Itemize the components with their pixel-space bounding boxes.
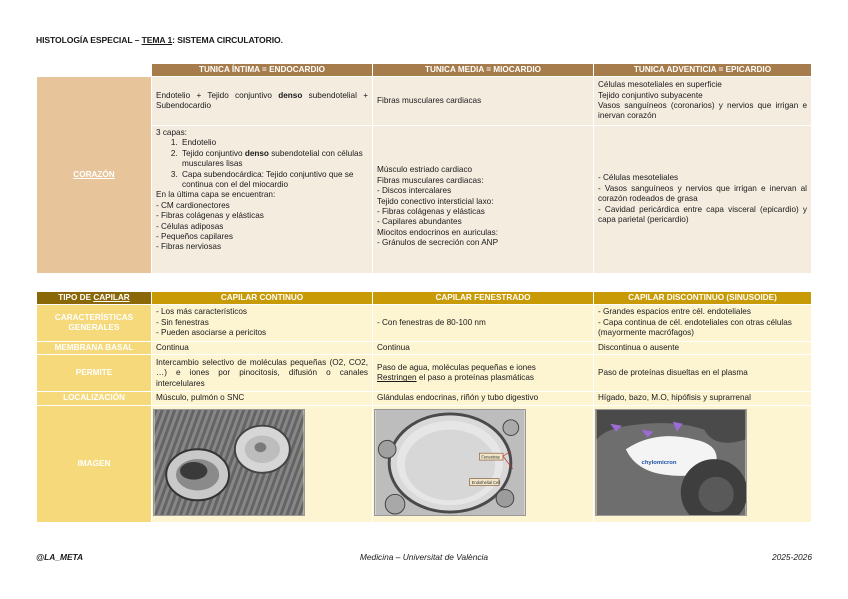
header-tipo-capilar [37,292,152,305]
intima-summary-a: Endotelio + Tejido conjuntivo [156,90,279,100]
intima-item: - Fibras nerviosas [156,242,222,252]
media-line: Fibras musculares cardiacas: [377,175,484,185]
media-line: - Gránulos de secreción con ANP [377,238,499,248]
intima-item: - CM cardionectores [156,200,230,210]
corazon-row-2 [37,126,812,274]
adventicia-summary-line: Vasos sanguíneos (coronarios) y nervios que irrigan e inervan corazón [598,101,807,121]
intima-layer-2b: subendotelial con células musculares lisas [182,148,363,169]
header-media: TUNICA MEDIA = MIOCARDIO [373,64,594,77]
header-intima: TUNICA ÍNTIMA = ENDOCARDIO [152,64,373,77]
continuo-item: - Los más característicos [156,307,247,317]
corazon-row-label: CORAZÓN [37,77,152,274]
fenestrado-caracteristicas: - Con fenestras de 80-100 nm [373,305,594,342]
corazon-header-row [37,64,812,77]
continuo-permite: Intercambio selectivo de moléculas pequeñas (O2, CO2, …) e iones por pinocitosis, difusión o canales intercelulares [152,355,373,392]
media-detail [373,126,594,274]
corazon-row-1 [37,77,812,126]
adventicia-summary [594,77,812,126]
media-line: - Fibras colágenas y elásticas [377,207,485,216]
title-suffix: : SISTEMA CIRCULATORIO. [172,35,283,45]
header-tipo-a: TIPO DE [58,292,94,302]
row-caracteristicas [37,305,812,342]
footer-author: @LA_META [36,552,84,562]
label-membrana: MEMBRANA BASAL [37,342,152,355]
footer-year: 2025-2026 [771,552,812,562]
intima-layers-list [180,138,368,190]
intima-layer [180,149,368,170]
intima-summary-b: subendotelial + Subendocardio [156,90,368,110]
fenestrae-label: Fenestrae [481,454,500,460]
discontinuo-item: - Capa continua de cél. endoteliales con otras células (mayormente macrófagos) [598,317,792,338]
adventicia-line: - Células mesoteliales [598,173,679,183]
media-line: Músculo estriado cardiaco [377,165,473,175]
header-fenestrado: CAPILAR FENESTRADO [373,292,594,305]
capilares-table [36,291,812,523]
footer-center: Medicina – Universitat de València [359,552,489,562]
header-adventicia: TUNICA ADVENTICIA = EPICARDIO [594,64,812,77]
corazon-header-blank [37,64,152,77]
fenestrado-permite-a: Paso de agua, moléculas pequeñas e iones [377,363,536,372]
intima-layer-2a: Tejido conjuntivo [182,148,245,158]
continuo-micrograph [153,409,305,516]
header-discontinuo: CAPILAR DISCONTINUO (SINUSOIDE) [594,292,812,305]
media-summary: Fibras musculares cardiacas [373,77,594,126]
fenestrado-permite [373,355,594,392]
label-caracteristicas: CARACTERÍSTICAS GENERALES [37,305,152,342]
title-prefix: HISTOLOGÍA ESPECIAL – [36,35,142,45]
adventicia-line: - Cavidad pericárdica entre capa visceral (epicardio) y capa parietal (pericardio) [598,204,807,225]
capilares-header-row [37,292,812,305]
intima-layer: 3. Capa subendocárdica: Tejido conjuntivo que se continua con el del miocardio [180,170,368,191]
discontinuo-micrograph [595,409,747,516]
adventicia-summary-line: Células mesoteliales en superficie [598,80,722,90]
discontinuo-image-cell [594,405,812,522]
intima-detail [152,126,373,274]
label-imagen: IMAGEN [37,405,152,522]
discontinuo-membrana: Discontinua o ausente [594,342,812,355]
continuo-image-cell [152,405,373,522]
intima-layer-2bold: denso [244,148,269,158]
media-line: - Capilares abundantes [377,217,462,227]
row-permite [37,355,812,392]
fenestrado-image-cell [373,405,594,522]
discontinuo-permite: Paso de proteínas disueltas en el plasma [594,355,812,392]
media-line: - Discos intercalares [377,186,452,196]
continuo-localizacion: Músculo, pulmón o SNC [152,392,373,405]
fenestrado-localizacion: Glándulas endocrinas, riñón y tubo digestivo [373,392,594,405]
media-line: Miocitos endocrinos en auriculas: [377,227,499,237]
intima-after: En la última capa se encuentran: [156,190,276,200]
discontinuo-item: - Grandes espacios entre cél. endoteliales [598,307,751,317]
continuo-caracteristicas [152,305,373,342]
header-continuo: CAPILAR CONTINUO [152,292,373,305]
title-tema: TEMA 1 [141,35,173,45]
discontinuo-localizacion: Hígado, bazo, M.O, hipófisis y suprarrenal [594,392,812,405]
intima-intro: 3 capas: [156,128,187,137]
adventicia-line: - Vasos sanguíneos y nervios que irrigan e inervan al corazón rodeados de grasa [598,183,807,204]
label-localizacion: LOCALIZACIÓN [37,392,152,405]
fenestrado-permite-b: el paso a proteínas plasmáticas [416,373,535,383]
row-localizacion [37,392,812,405]
label-permite: PERMITE [37,355,152,392]
fenestrado-permite-u: Restringen [377,373,417,383]
fenestrado-permite-line2 [377,373,589,383]
intima-item: - Pequeños capilares [156,232,233,242]
fenestrado-micrograph [374,409,526,516]
chylomicron-label: chylomicron [641,459,677,466]
continuo-item: - Sin fenestras [156,317,209,327]
intima-item: - Células adiposas [156,221,224,231]
endothelial-cell-label: Endothelial Cell [471,479,501,485]
continuo-membrana: Continua [152,342,373,355]
intima-item: - Fibras colágenas y elásticas [156,211,264,221]
adventicia-detail [594,126,812,274]
corazon-table [36,63,812,274]
fenestrado-membrana: Continua [373,342,594,355]
intima-summary [152,77,373,126]
intima-summary-bold: denso [278,90,303,100]
header-tipo-u: CAPILAR [93,292,130,302]
row-membrana [37,342,812,355]
media-line: Tejido conectivo intersticial laxo: [377,196,494,206]
intima-layer: 1. Endotelio [180,138,368,148]
row-imagen [37,405,812,522]
discontinuo-caracteristicas [594,305,812,342]
adventicia-summary-line: Tejido conjuntivo subyacente [598,90,703,100]
continuo-item: - Pueden asociarse a pericitos [156,328,267,338]
page-title [36,35,283,45]
